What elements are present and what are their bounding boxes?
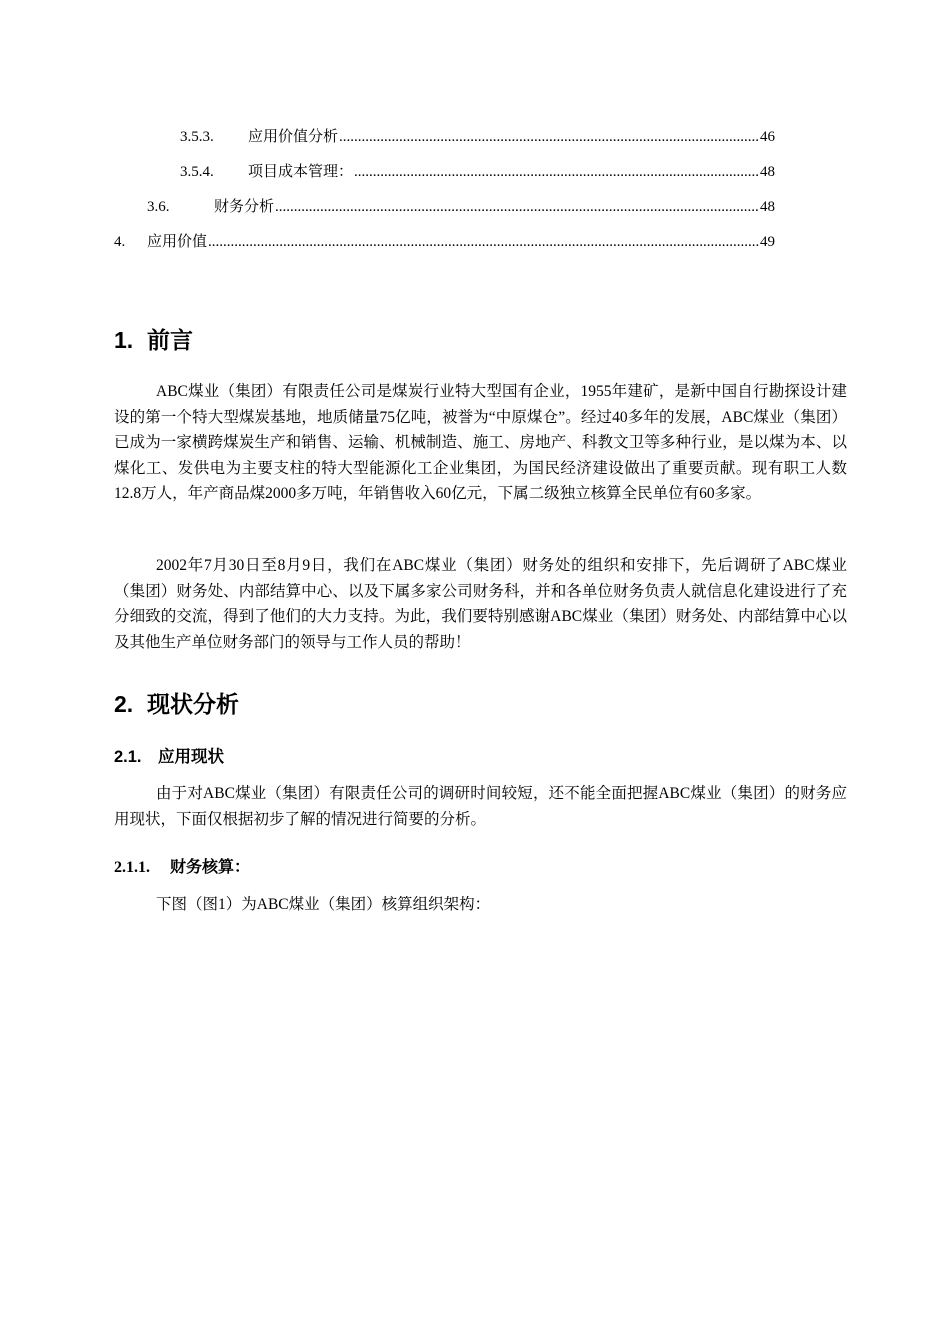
toc-leader-dots — [275, 198, 759, 216]
body-paragraph: 2002年7月30日至8月9日，我们在ABC煤业（集团）财务处的组织和安排下，先后调研了ABC煤业（集团）财务处、内部结算中心、以及下属多家公司财务科，并和各单位财务负责人就信息化建设进行了充分细致的交流，得到了他们的大力支持。为此，我们要特别感谢ABC煤业（集团）财务处、内部结算中心以及其他生产单位财务部门的领导与工作人员的帮助！ — [114, 557, 847, 651]
toc-entry[interactable] — [147, 198, 775, 216]
toc-entry-number: 4. — [114, 234, 126, 250]
toc-entry-page: 48 — [760, 199, 775, 215]
toc-entry-number: 3.5.3. — [180, 129, 214, 145]
subsubsection-number: 2.1.1. — [114, 859, 150, 876]
subsubsection-heading — [114, 857, 250, 879]
toc-entry-number: 3.5.4. — [180, 164, 214, 180]
toc-leader-dots — [339, 128, 759, 146]
section-title: 现状分析 — [147, 691, 239, 717]
toc-entry[interactable] — [180, 163, 775, 181]
body-paragraph: ABC煤业（集团）有限责任公司是煤炭行业特大型国有企业，1955年建矿，是新中国自行勘探设计建设的第一个特大型煤炭基地，地质储量75亿吨，被誉为“中原煤仓”。经过40多年的发展，ABC煤业（集团）已成为一家横跨煤炭生产和销售、运输、机械制造、施工、房地产、科教文卫等多种行业，是以煤为本、以煤化工、发供电为主要支柱的特大型能源化工企业集团，为国民经济建设做出了重要贡献。现有职工人数12.8万人，年产商品煤2000多万吨，年销售收入60亿元，下属二级独立核算全民单位有60多家。 — [114, 383, 847, 502]
subsection-heading — [114, 746, 224, 768]
section-heading — [114, 689, 239, 719]
toc-entry-title: 财务分析 — [214, 199, 275, 215]
toc-entry-page: 46 — [760, 129, 775, 145]
toc-entry-page: 48 — [760, 164, 775, 180]
toc-entry-number: 3.6. — [147, 199, 170, 215]
subsubsection-title: 财务核算： — [170, 859, 251, 876]
toc-entry[interactable] — [180, 128, 775, 146]
section-title: 前言 — [147, 327, 193, 353]
toc-leader-dots — [208, 233, 759, 251]
toc-entry-title: 应用价值分析 — [248, 129, 339, 145]
toc-entry-page: 49 — [760, 234, 775, 250]
toc-entry-title: 项目成本管理： — [248, 164, 354, 180]
toc-entry[interactable] — [114, 233, 775, 251]
toc-leader-dots — [354, 163, 759, 181]
section-number: 2. — [114, 691, 134, 717]
section-number: 1. — [114, 327, 134, 353]
toc-entry-title: 应用价值 — [147, 234, 208, 250]
body-paragraph: 下图（图1）为ABC煤业（集团）核算组织架构： — [156, 896, 491, 913]
subsection-number: 2.1. — [114, 748, 142, 766]
subsection-title: 应用现状 — [158, 748, 224, 766]
body-paragraph: 由于对ABC煤业（集团）有限责任公司的调研时间较短，还不能全面把握ABC煤业（集团）的财务应用现状，下面仅根据初步了解的情况进行简要的分析。 — [114, 785, 847, 828]
section-heading — [114, 325, 193, 355]
